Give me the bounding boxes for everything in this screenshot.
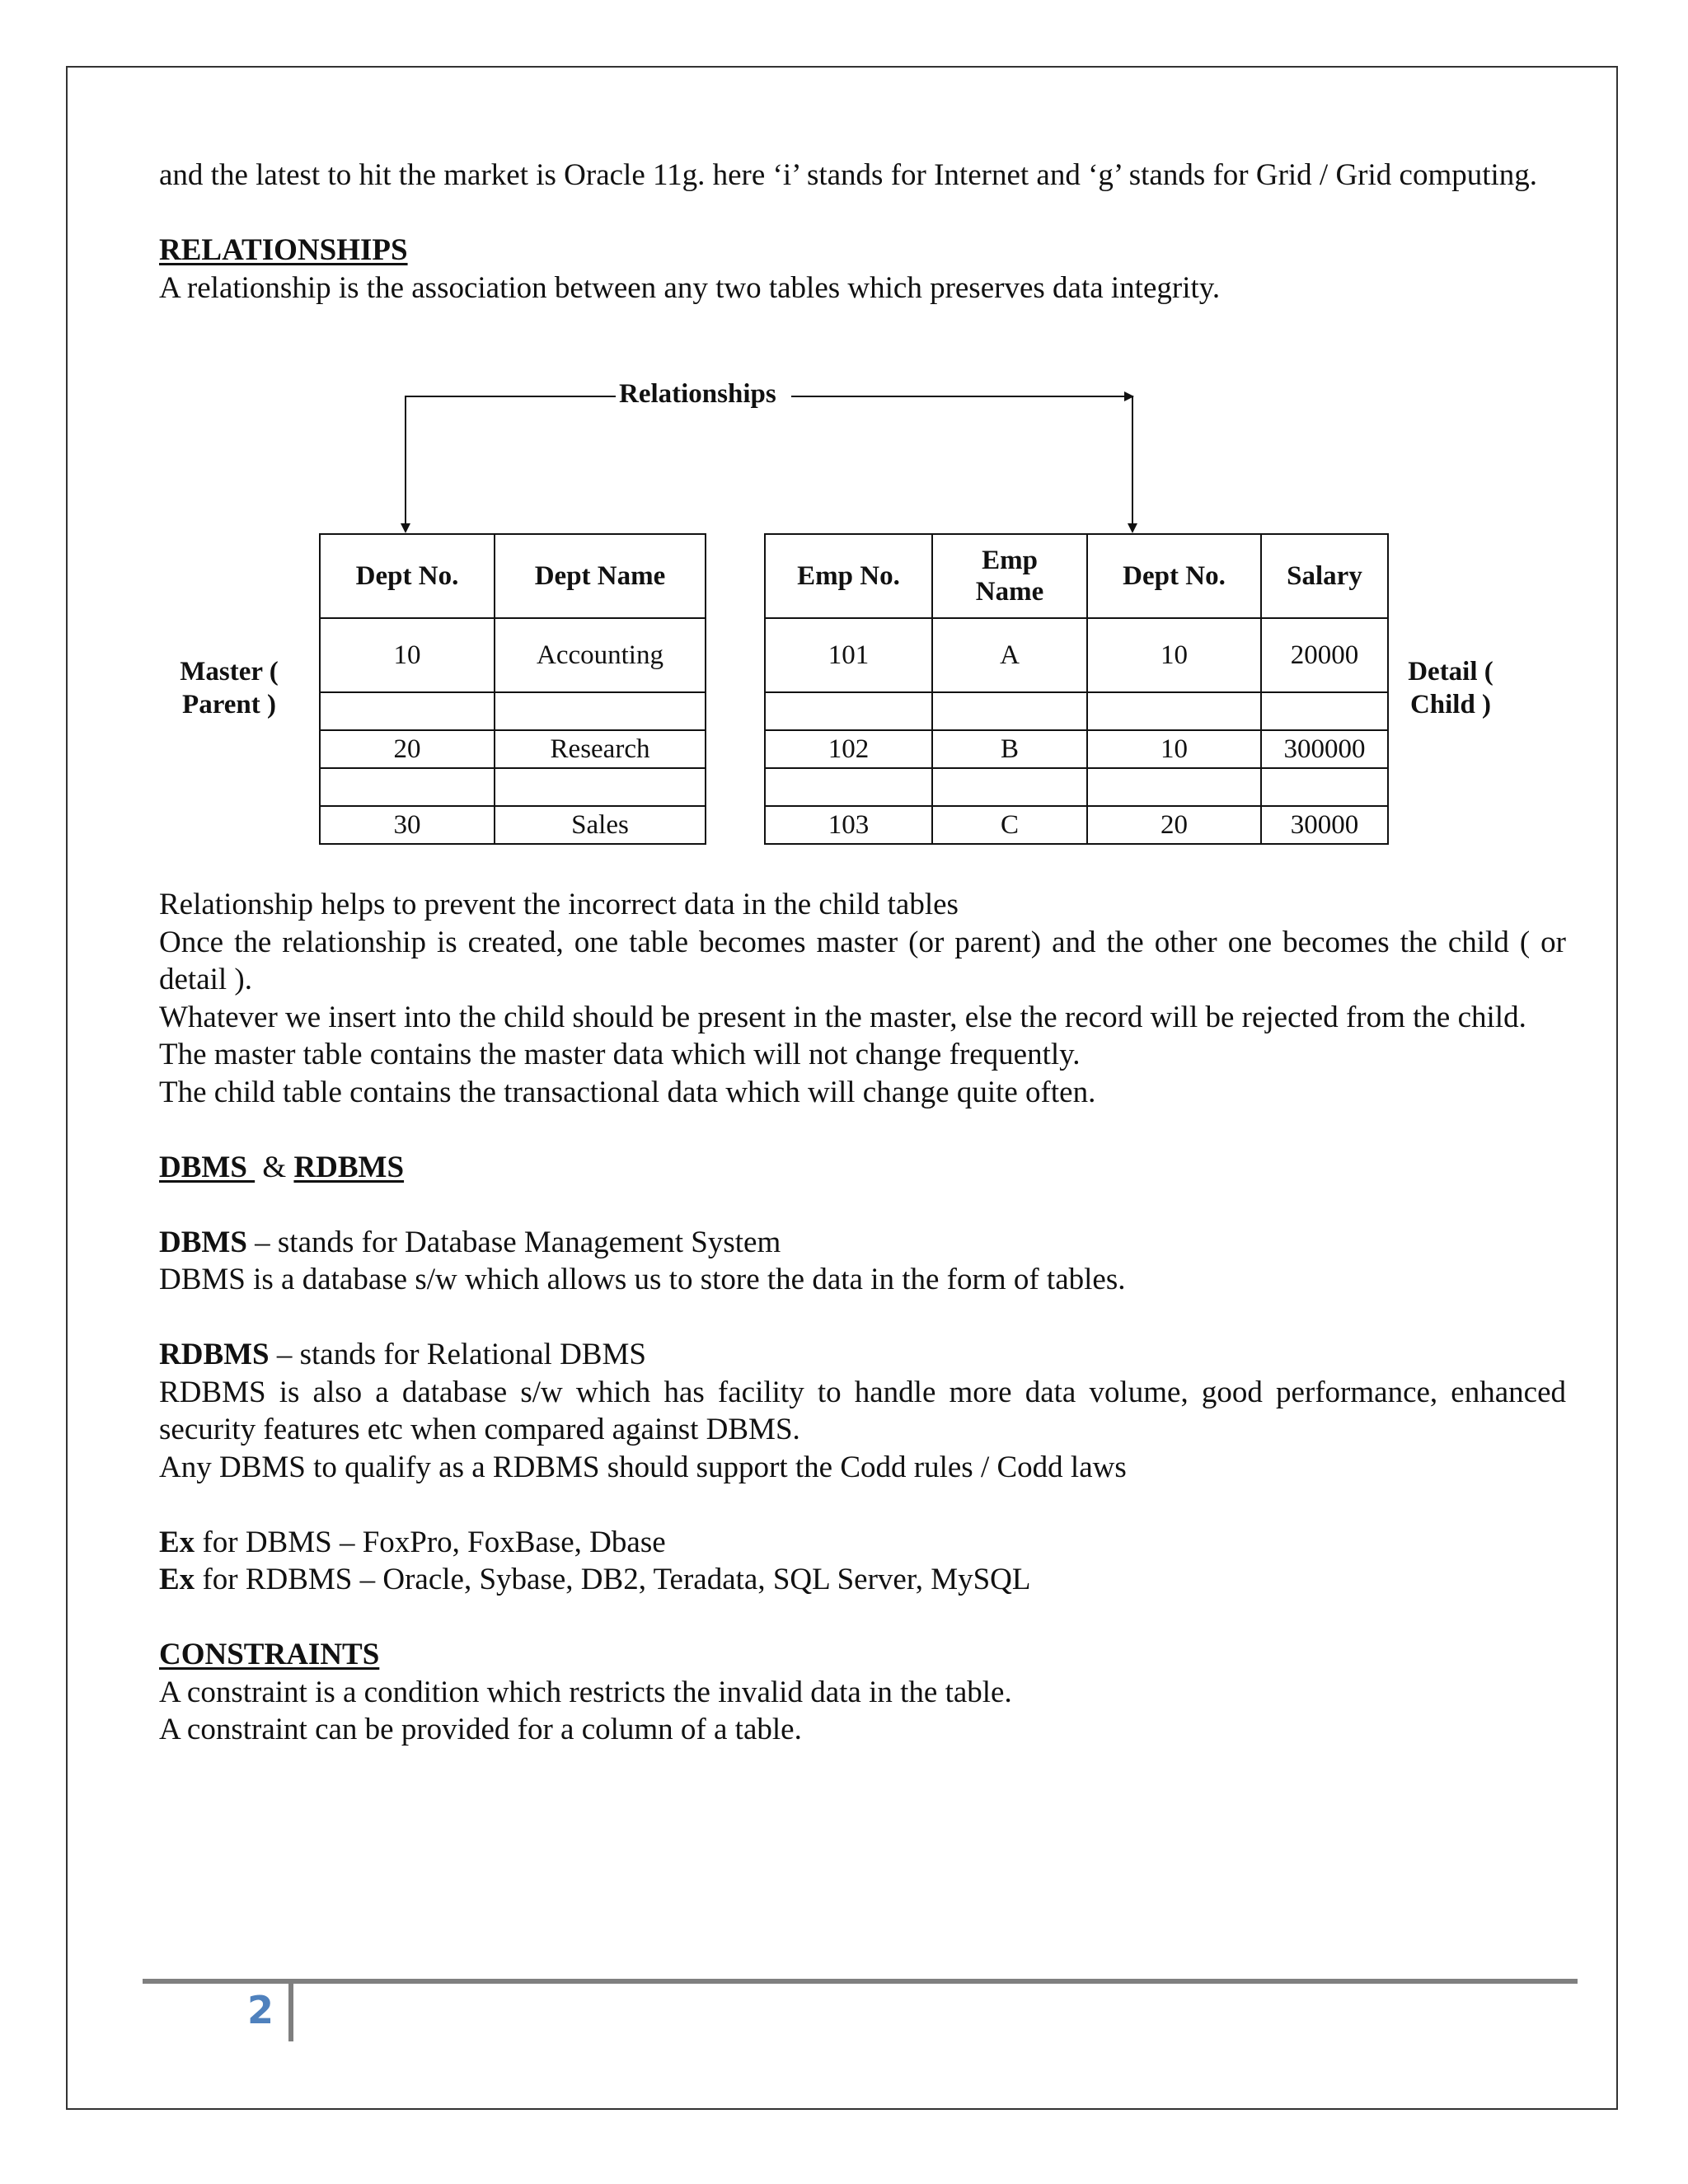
ex-label: Ex (159, 1563, 195, 1596)
constraints-line-1: A constraint is a condition which restricts the invalid data in the table. (159, 1675, 1012, 1709)
ex-rdbms-text: for RDBMS – Oracle, Sybase, DB2, Teradata, SQL Server, MySQL (195, 1563, 1031, 1596)
relationship-diagram (157, 375, 1558, 869)
cell: Accounting (495, 618, 706, 692)
table-header-row (320, 534, 706, 618)
cell: 30000 (1261, 806, 1388, 844)
rdbms-heading: RDBMS (293, 1150, 405, 1184)
codd-rules: Any DBMS to qualify as a RDBMS should support the Codd rules / Codd laws (159, 1450, 1127, 1484)
header-dept-name: Dept Name (495, 534, 706, 618)
table-row (320, 806, 706, 844)
rdbms-term: RDBMS (159, 1338, 270, 1371)
relationship-point: Relationship helps to prevent the incorrect data in the child tables (159, 888, 959, 921)
table-row (320, 692, 706, 730)
detail-table (764, 533, 1389, 845)
cell: 30 (320, 806, 495, 844)
detail-label-line2: Child ) (1409, 690, 1492, 719)
relationship-point: Whatever we insert into the child should be present in the master, else the record will be rejected from the child. (159, 1000, 1526, 1034)
cell: 20 (320, 730, 495, 768)
cell: 103 (765, 806, 932, 844)
header-emp-no: Emp No. (765, 534, 932, 618)
rdbms-definition (159, 1336, 1566, 1374)
body-section (159, 886, 1566, 1749)
relationships-heading: RELATIONSHIPS (159, 233, 408, 267)
cell: B (932, 730, 1087, 768)
master-label-line2: Parent ) (182, 690, 276, 719)
relationship-point: Once the relationship is created, one table becomes master (or parent) and the other one becomes the child ( or detail ). (159, 925, 1566, 996)
cell: 10 (1087, 618, 1261, 692)
constraints-line-2: A constraint can be provided for a column of a table. (159, 1713, 802, 1746)
arrow-to-detail (791, 396, 1132, 532)
detail-label-line1: Detail ( (1408, 657, 1493, 687)
example-dbms (159, 1524, 1566, 1562)
header-salary: Salary (1261, 534, 1388, 618)
cell: 10 (320, 618, 495, 692)
relationship-point: The child table contains the transactional data which will change quite often. (159, 1075, 1096, 1109)
cell: 102 (765, 730, 932, 768)
table-row (320, 768, 706, 806)
relationships-definition: A relationship is the association between any two tables which preserves data integrity. (159, 270, 1221, 305)
header-emp-name (932, 534, 1087, 618)
header-dept-no: Dept No. (320, 534, 495, 618)
rdbms-description: RDBMS is also a database s/w which has facility to handle more data volume, good performance, enhanced security features etc when compared against DBMS. (159, 1375, 1566, 1446)
dbms-heading: DBMS (159, 1150, 256, 1184)
page-number: 2 (247, 1988, 274, 2032)
cell: 300000 (1261, 730, 1388, 768)
header-emp-name-line1: Emp (982, 546, 1038, 575)
footer-rule (143, 1979, 1578, 1984)
ex-dbms-text: for DBMS – FoxPro, FoxBase, Dbase (195, 1525, 666, 1559)
table-row (320, 730, 706, 768)
table-header-row (765, 534, 1388, 618)
relationship-point: The master table contains the master data which will not change frequently. (159, 1038, 1081, 1071)
ex-label: Ex (159, 1525, 195, 1559)
cell: 10 (1087, 730, 1261, 768)
dbms-rdbms-heading (159, 1149, 1566, 1187)
example-rdbms (159, 1561, 1566, 1599)
cell: 101 (765, 618, 932, 692)
table-row (765, 730, 1388, 768)
cell: Sales (495, 806, 706, 844)
cell: Research (495, 730, 706, 768)
master-label-line1: Master ( (180, 657, 279, 687)
intro-paragraph: and the latest to hit the market is Oracle 11g. here ‘i’ stands for Internet and ‘g’ stands for Grid / Grid computing. (159, 158, 1538, 192)
dbms-definition (159, 1224, 1566, 1262)
dbms-term: DBMS (159, 1225, 247, 1259)
intro-section (159, 157, 1566, 307)
arrow-to-master (406, 396, 620, 532)
table-row (320, 618, 706, 692)
dbms-description: DBMS is a database s/w which allows us to store the data in the form of tables. (159, 1263, 1126, 1296)
ampersand: & (255, 1150, 294, 1184)
constraints-heading: CONSTRAINTS (159, 1638, 380, 1671)
cell: C (932, 806, 1087, 844)
table-row (765, 618, 1388, 692)
table-row (765, 692, 1388, 730)
footer-divider (288, 1984, 293, 2041)
table-row (765, 768, 1388, 806)
relationships-title: Relationships (616, 379, 780, 410)
master-table (319, 533, 706, 845)
cell: 20000 (1261, 618, 1388, 692)
cell: A (932, 618, 1087, 692)
table-row (765, 806, 1388, 844)
header-emp-name-line2: Name (975, 577, 1044, 607)
header-dept-no: Dept No. (1087, 534, 1261, 618)
rdbms-def: – stands for Relational DBMS (269, 1338, 646, 1371)
master-label (163, 655, 295, 721)
dbms-def: – stands for Database Management System (246, 1225, 781, 1259)
cell: 20 (1087, 806, 1261, 844)
detail-label (1397, 655, 1504, 721)
